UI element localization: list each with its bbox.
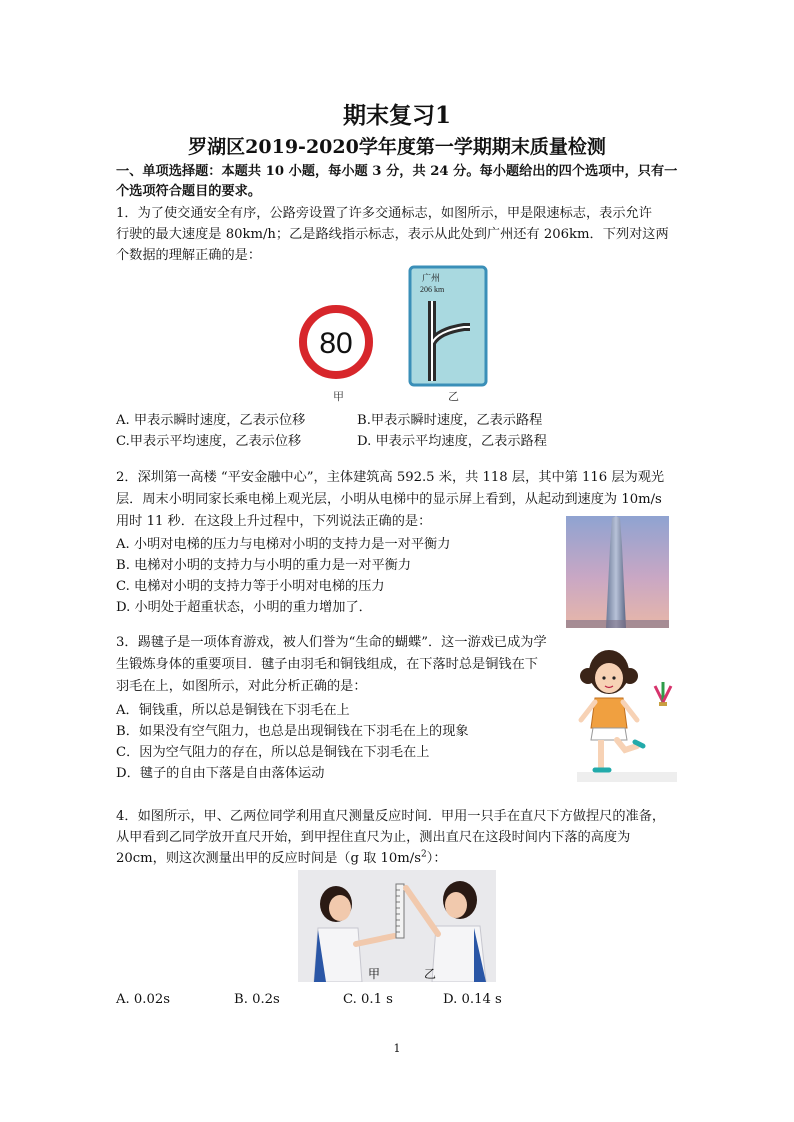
q2-option-d: D. 小明处于超重状态，小明的重力增加了． — [116, 600, 372, 615]
q3-option-a: A．铜钱重，所以总是铜钱在下羽毛在上 — [116, 703, 350, 718]
q4-text-line-3 — [116, 849, 447, 869]
q3-option-b: B．如果没有空气阻力，也总是出现铜钱在下羽毛在上的现象 — [116, 724, 469, 739]
q1-option-d: D. 甲表示平均速度，乙表示路程 — [357, 434, 547, 449]
caption-yi: 乙 — [448, 390, 459, 403]
q2-text-line-1: 2．深圳第一高楼 “平安金融中心”，主体建筑高 592.5 米，共 118 层，其中第 116 层为观光 — [116, 470, 665, 485]
q4-option-c: C. 0.1 s — [343, 992, 393, 1007]
q1-option-a: A. 甲表示瞬时速度，乙表示位移 — [116, 413, 306, 428]
q4-text-line-2: 从甲看到乙同学放开直尺开始，到甲捏住直尺为止，测出直尺在这段时间内下落的高度为 — [116, 830, 631, 845]
skyscraper-photo — [566, 516, 669, 628]
page-title: 期末复习1 — [342, 102, 451, 129]
q3-text-line-2: 生锻炼身体的重要项目．毽子由羽毛和铜钱组成，在下落时总是铜钱在下 — [116, 657, 538, 672]
q2-option-c: C. 电梯对小明的支持力等于小明对电梯的压力 — [116, 579, 385, 594]
q3-option-d: D．毽子的自由下落是自由落体运动 — [116, 766, 325, 781]
photo-caption-jia: 甲 — [368, 967, 381, 981]
photo-caption-yi: 乙 — [424, 967, 437, 981]
q4-option-a: A. 0.02s — [116, 992, 171, 1007]
route-sign-distance: 206 km — [420, 285, 445, 294]
q3-option-c: C．因为空气阻力的存在，所以总是铜钱在下羽毛在上 — [116, 745, 430, 760]
q4-text-line-1: 4．如图所示，甲、乙两位同学利用直尺测量反应时间．甲用一只手在直尺下方做捏尺的准备， — [116, 809, 666, 824]
q4-text-line-3-end: ）： — [426, 851, 447, 866]
q1-option-c: C.甲表示平均速度，乙表示位移 — [116, 434, 302, 449]
shuttlecock-girl-illustration — [577, 642, 677, 782]
ruler-icon — [396, 884, 404, 938]
q4-option-d: D. 0.14 s — [443, 992, 502, 1007]
q1-text-line-2: 行驶的最大速度是 80km/h；乙是路线指示标志，表示从此处到广州还有 206km．下列对这两 — [116, 227, 669, 242]
q3-text-line-3: 羽毛在上，如图所示，对此分析正确的是： — [116, 679, 367, 694]
q2-text-line-2: 层．周末小明同家长乘电梯上观光层，小明从电梯中的显示屏上看到，从起动到速度为 10m/s — [116, 492, 662, 507]
q4-text-line-3-main: 20cm，则这次测量出甲的反应时间是（g 取 10m/s — [116, 851, 421, 866]
q4-option-b: B. 0.2s — [234, 992, 280, 1007]
q4-exponent: 2 — [421, 849, 427, 860]
speed-limit-value: 80 — [319, 327, 353, 360]
page-subtitle: 罗湖区2019-2020学年度第一学期期末质量检测 — [188, 136, 606, 158]
route-sign-city: 广州 — [422, 273, 441, 283]
q2-option-a: A. 小明对电梯的压力与电梯对小明的支持力是一对平衡力 — [116, 537, 451, 552]
section-heading-line-1: 一、单项选择题：本题共 10 小题，每小题 3 分，共 24 分。每小题给出的四个选项中，只有一 — [116, 164, 678, 179]
route-sign — [408, 265, 488, 387]
q1-text-line-3: 个数据的理解正确的是： — [116, 248, 262, 263]
ruler-reaction-photo — [298, 870, 496, 982]
q2-text-line-3: 用时 11 秒．在这段上升过程中，下列说法正确的是： — [116, 514, 432, 529]
q1-option-b: B.甲表示瞬时速度，乙表示路程 — [357, 413, 543, 428]
page-number: 1 — [393, 1042, 401, 1055]
q1-text-line-1: 1．为了使交通安全有序，公路旁设置了许多交通标志，如图所示，甲是限速标志，表示允许 — [116, 206, 652, 221]
q2-option-b: B. 电梯对小明的支持力与小明的重力是一对平衡力 — [116, 558, 412, 573]
caption-jia: 甲 — [333, 390, 344, 403]
speed-limit-sign — [296, 300, 376, 380]
q3-text-line-1: 3．踢毽子是一项体育游戏，被人们誉为“生命的蝴蝶”．这一游戏已成为学 — [116, 635, 547, 650]
section-heading-line-2: 个选项符合题目的要求。 — [116, 184, 262, 199]
